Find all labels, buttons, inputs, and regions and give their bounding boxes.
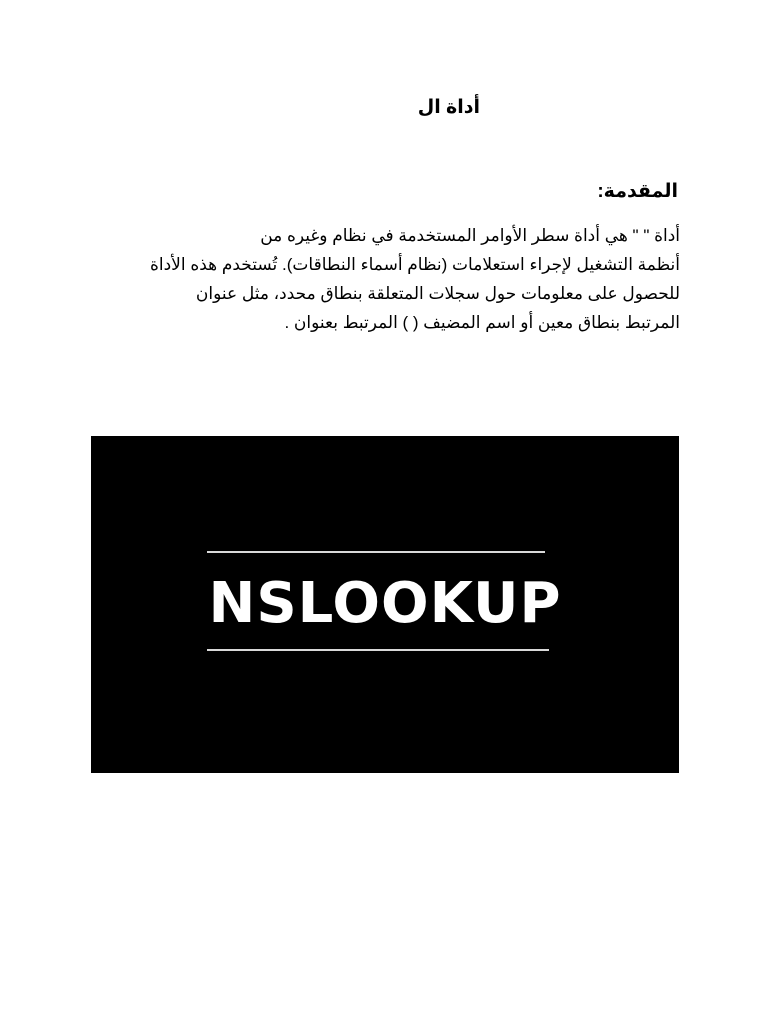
intro-paragraph <box>100 225 680 345</box>
nslookup-banner-image <box>91 436 679 773</box>
section-heading: المقدمة: <box>597 181 678 202</box>
banner-bottom-rule <box>207 649 549 651</box>
paragraph-line: أداة " " هي أداة سطر الأوامر المستخدمة في نظام وغيره من <box>260 226 680 245</box>
paragraph-line: المرتبط بنطاق معين أو اسم المضيف ( ) المرتبط بعنوان . <box>284 313 680 332</box>
banner-logo-text: NSLOOKUP <box>208 571 562 636</box>
banner-top-rule <box>207 551 545 553</box>
paragraph-line: أنظمة التشغيل لإجراء استعلامات (نظام أسماء النطاقات). تُستخدم هذه الأداة <box>149 255 680 274</box>
paragraph-line: للحصول على معلومات حول سجلات المتعلقة بنطاق محدد، مثل عنوان <box>195 284 680 303</box>
page-title: أداة ال <box>417 97 480 118</box>
